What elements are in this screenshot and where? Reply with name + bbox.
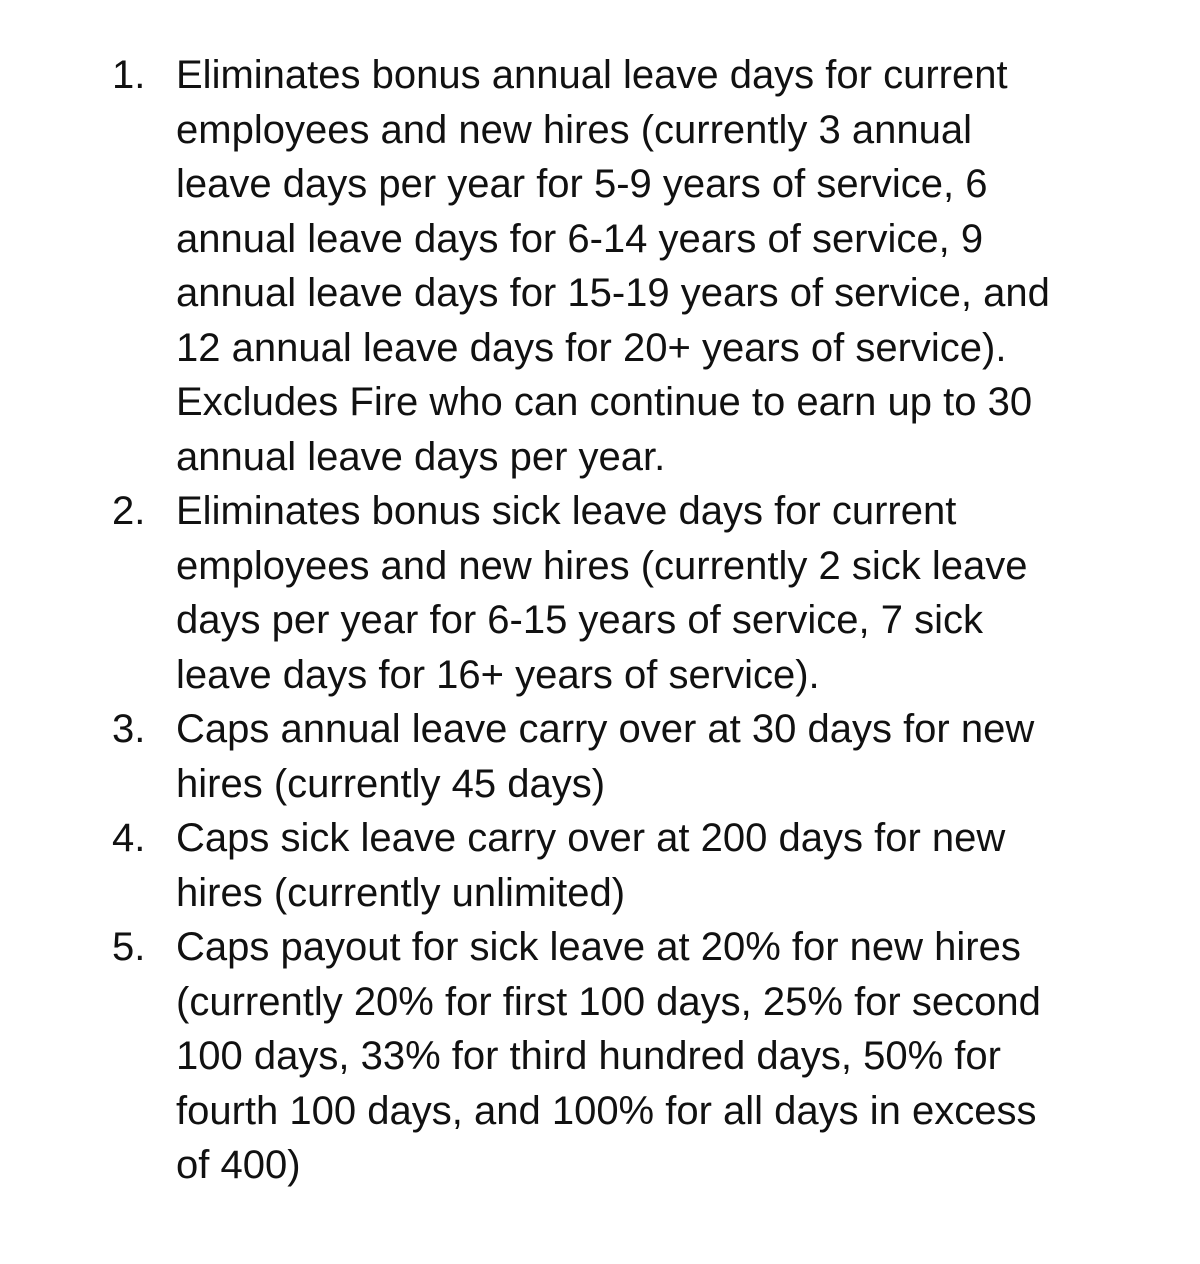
list-item-text-line: leave days for 16+ years of service). (176, 652, 820, 697)
list-item-text-line: of 400) (176, 1143, 301, 1187)
list-marker: 4. (112, 816, 146, 860)
list-item-text-line: Caps sick leave carry over at 200 days for new (176, 816, 1006, 860)
list-item-text-line: Caps annual leave carry over at 30 days for new (176, 707, 1035, 751)
list-item-text-line: Eliminates bonus sick leave days for current (176, 489, 957, 533)
list-item-text-line: annual leave days for 6-14 years of service, 9 (176, 216, 984, 261)
list-item-text-line: employees and new hires (currently 3 annual (176, 107, 972, 152)
list-item (0, 702, 1176, 811)
list-marker: 5. (112, 925, 146, 969)
numbered-list (0, 48, 1200, 1193)
list-item (0, 48, 1176, 484)
list-item-text-line: Excludes Fire who can continue to earn up to 30 (176, 380, 1033, 424)
list-item (0, 920, 1176, 1193)
list-item-text-line: annual leave days for 15-19 years of service, and (176, 271, 1050, 315)
list-item-text-line: 12 annual leave days for 20+ years of service). (176, 325, 1007, 370)
list-item-text-line: Eliminates bonus annual leave days for current (176, 53, 1008, 97)
list-item-text-line: 100 days, 33% for third hundred days, 50% for (176, 1034, 1001, 1078)
list-marker: 2. (112, 489, 146, 533)
list-item (0, 811, 1176, 920)
list-item-text-line: annual leave days per year. (176, 434, 666, 479)
list-item-text-line: hires (currently 45 days) (176, 761, 606, 806)
list-item-text-line: hires (currently unlimited) (176, 870, 626, 915)
list-item-text-line: employees and new hires (currently 2 sick leave (176, 543, 1028, 588)
list-marker: 3. (112, 707, 146, 751)
list-item (0, 484, 1176, 702)
list-item-text-line: Caps payout for sick leave at 20% for new hires (176, 925, 1021, 969)
list-item-text-line: leave days per year for 5-9 years of service, 6 (176, 162, 988, 206)
list-item-text-line: days per year for 6-15 years of service, 7 sick (176, 598, 983, 642)
list-marker: 1. (112, 53, 146, 97)
list-item-text-line: fourth 100 days, and 100% for all days in excess (176, 1088, 1037, 1133)
list-item-text-line: (currently 20% for first 100 days, 25% for second (176, 979, 1041, 1024)
